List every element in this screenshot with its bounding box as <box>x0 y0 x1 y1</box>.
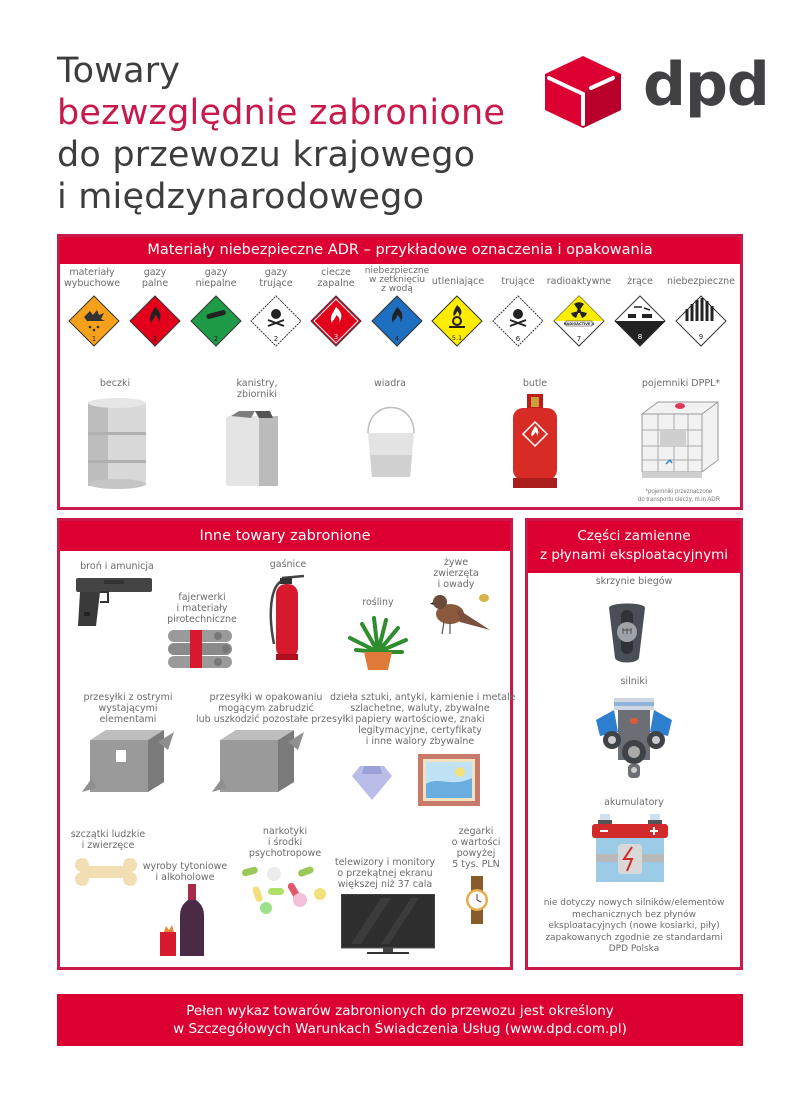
item-label: przesyłki z ostrymi wystającymi elementami <box>83 692 173 725</box>
footer-banner <box>57 994 743 1046</box>
svg-text:3: 3 <box>333 333 339 341</box>
hazard-label-text: gazy niepalne <box>195 267 237 289</box>
hazard-label-text: materiały wybuchowe <box>63 267 121 289</box>
svg-text:5.1: 5.1 <box>451 334 463 342</box>
item-label: gaśnice <box>269 559 307 570</box>
flame-icon <box>371 295 423 347</box>
item-label: broń i amunicja <box>80 561 154 572</box>
engine-icon <box>592 696 676 780</box>
plant-icon <box>346 614 410 672</box>
battery-icon <box>592 814 668 884</box>
dpd-cube-icon <box>543 56 623 128</box>
ibc-container-icon <box>638 400 720 480</box>
hazard-label-text: gazy palne <box>141 267 169 289</box>
item-label: wyroby tytoniowe i alkoholowe <box>142 861 228 883</box>
svg-text:7: 7 <box>576 335 582 343</box>
svg-text:2: 2 <box>152 335 158 343</box>
container-label: beczki <box>99 378 131 389</box>
item-label: zegarki o wartości powyżej 5 tys. PLN <box>451 826 501 870</box>
gear-shift-icon <box>605 600 649 664</box>
item-label: żywe zwierzęta i owady <box>433 557 479 590</box>
spare-parts-heading: Części zamienne z płynami eksploatacyjnymi <box>528 521 740 573</box>
leaking-box-icon <box>212 728 306 794</box>
gas-cylinder-icon <box>190 295 242 347</box>
item-label: fajerwerki i materiały pirotechniczne <box>167 592 237 625</box>
pistol-icon <box>74 576 154 628</box>
hazard-label-text: żrące <box>627 276 653 287</box>
page-title <box>57 50 505 218</box>
container-label: butle <box>522 378 548 389</box>
svg-text:1: 1 <box>91 335 97 343</box>
item-label: przesyłki w opakowaniu mogącym zabrudzić lub uszkodzić pozostałe przesyłki <box>196 692 354 725</box>
wine-bottle-icon <box>158 884 210 958</box>
radiation-icon <box>553 295 605 347</box>
title-line-2: bezwzględnie zabronione <box>57 93 506 133</box>
container-label: wiadra <box>374 378 406 389</box>
flame-icon <box>129 295 181 347</box>
other-goods-heading: Inne towary zabronione <box>60 521 510 551</box>
part-label: silniki <box>620 676 648 687</box>
watch-icon <box>464 876 490 924</box>
svg-text:4: 4 <box>394 335 400 343</box>
title-line-4: i międzynarodowego <box>57 177 425 217</box>
bird-icon <box>430 590 494 636</box>
part-label: skrzynie biegów <box>595 576 673 587</box>
item-label: szczątki ludzkie i zwierzęce <box>70 829 146 851</box>
container-label: pojemniki DPPL* <box>641 378 721 389</box>
flame-over-circle-icon <box>431 295 483 347</box>
title-line-1: Towary <box>57 51 181 91</box>
spare-parts-note: nie dotyczy nowych silników/elementów mechanicznych bez płynów eksploatacyjnych (nowe kosiarki, piły) zapakowanych zgodnie ze standardami DPD Polska <box>543 898 725 954</box>
hazard-label-text: trujące <box>501 276 535 287</box>
item-label: rośliny <box>362 597 394 608</box>
hazard-label-text: radioaktywne <box>546 276 612 287</box>
svg-text:9: 9 <box>698 333 704 341</box>
dpd-wordmark: dpd <box>643 50 769 120</box>
svg-text:6: 6 <box>515 335 521 343</box>
corrosive-icon <box>614 295 666 347</box>
flame-icon <box>310 295 362 347</box>
dppl-footnote: *pojemniki przeznaczone do transportu cieczy, m.in ADR <box>638 489 720 503</box>
dpd-logo <box>543 50 769 126</box>
skull-icon <box>250 295 302 347</box>
item-label: dzieła sztuki, antyki, kamienie i metale szlachetne, waluty, zbywalne papiery wartościowe, znaki legitymacyjne, certyfikaty i inne walory zbywalne <box>330 692 516 747</box>
footer-line-2: w Szczegółowych Warunkach Świadczenia Usług (www.dpd.com.pl) <box>173 1021 627 1037</box>
container-label: kanistry, zbiorniki <box>236 378 278 400</box>
pills-icon <box>240 864 328 914</box>
footer-line-1: Pełen wykaz towarów zabronionych do przewozu jest określony <box>186 1003 614 1019</box>
fire-extinguisher-icon <box>264 574 314 662</box>
item-label: narkotyki i środki psychotropowe <box>248 826 322 859</box>
svg-text:2: 2 <box>273 335 279 343</box>
svg-text:RADIOACTIVE II: RADIOACTIVE II <box>563 322 595 326</box>
part-label: akumulatory <box>604 797 664 808</box>
svg-text:2: 2 <box>213 335 219 343</box>
svg-text:8: 8 <box>637 333 643 341</box>
hazard-label-text: niebezpieczne <box>667 276 735 287</box>
barrel-icon <box>86 396 148 490</box>
canister-icon <box>225 410 279 488</box>
stripes-icon <box>675 295 727 347</box>
item-label: telewizory i monitory o przekątnej ekranu większej niż 37 cala <box>334 857 436 890</box>
sharp-box-icon <box>82 728 176 794</box>
diamond-icon <box>352 762 392 802</box>
painting-icon <box>418 754 480 806</box>
hazard-label-text: ciecze zapalne <box>317 267 355 289</box>
fireworks-icon <box>168 630 232 670</box>
tv-icon <box>341 894 435 956</box>
explosion-icon <box>68 295 120 347</box>
hazard-label-text: niebezpieczne w zetknięciu z wodą <box>364 266 430 294</box>
bone-icon <box>74 858 138 886</box>
bucket-icon <box>366 405 416 479</box>
skull-icon <box>492 295 544 347</box>
title-line-3: do przewozu krajowego <box>57 135 476 175</box>
adr-heading: Materiały niebezpieczne ADR – przykładowe oznaczenia i opakowania <box>60 237 740 264</box>
hazard-label-text: gazy trujące <box>259 267 293 289</box>
hazard-label-text: utleniające <box>431 276 485 287</box>
gas-bottle-icon <box>511 394 559 490</box>
